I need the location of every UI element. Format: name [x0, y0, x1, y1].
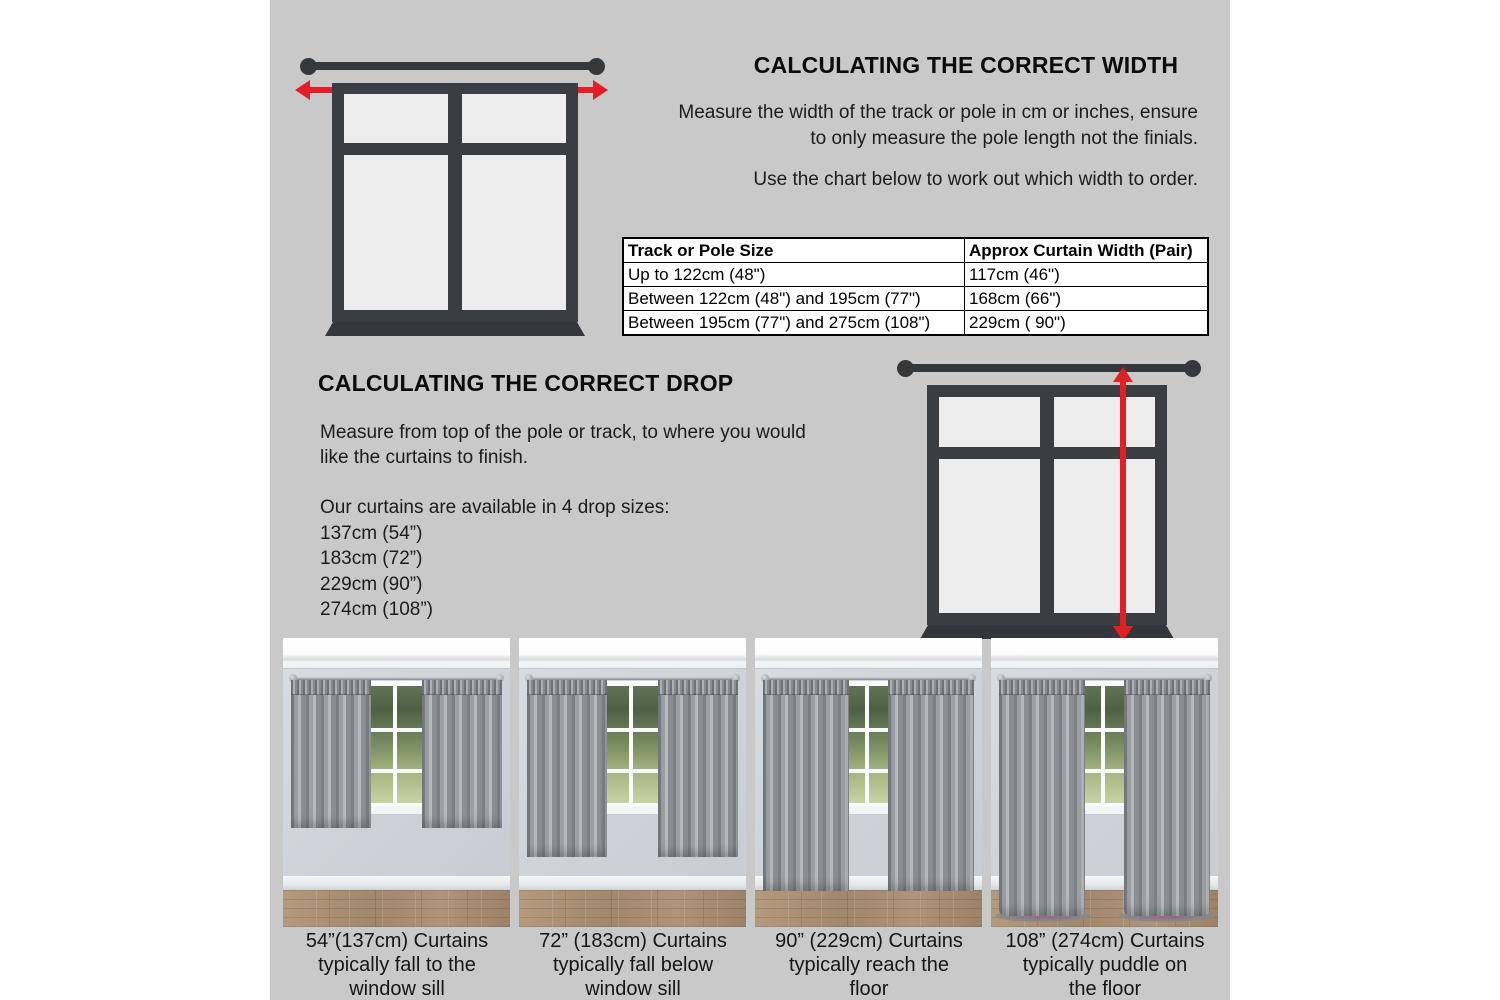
window-pane: [462, 155, 566, 310]
window-bar: [366, 728, 424, 732]
window-bar: [366, 769, 424, 773]
curtain-left: [999, 680, 1085, 916]
width-instructions-line: Measure the width of the track or pole in cm or inches, ensure: [678, 102, 1198, 123]
drop-size-item: 137cm (54”): [320, 522, 423, 544]
window-pane: [344, 94, 448, 143]
width-section-title: CALCULATING THE CORRECT WIDTH: [753, 52, 1179, 78]
photo-window: [361, 681, 429, 808]
example-photo-72in: [519, 638, 746, 927]
pole-finial-icon: [588, 58, 605, 75]
curtain-pole-diagram: [905, 364, 1190, 372]
caption-line: 72” (183cm) Curtains: [539, 930, 727, 952]
caption-line: typically puddle on: [1022, 954, 1188, 976]
window-mullion: [1101, 686, 1105, 803]
photo-window: [597, 681, 665, 808]
wood-floor: [755, 890, 982, 927]
window-pane: [1054, 459, 1155, 613]
col-header-curtain-width: Approx Curtain Width (Pair): [965, 238, 1209, 263]
table-row: [623, 287, 1208, 311]
caption-line: typically fall below: [552, 954, 714, 976]
caption-line: floor: [849, 978, 889, 1000]
window-mullion: [629, 686, 633, 803]
example-photo-108in: [991, 638, 1218, 927]
example-photo-90in: [755, 638, 982, 927]
caption-line: window sill: [349, 978, 445, 1000]
curtain-right: [658, 680, 738, 857]
curtain-right: [888, 680, 974, 891]
drop-section-title: CALCULATING THE CORRECT DROP: [318, 370, 734, 396]
window-bar: [602, 728, 660, 732]
pole-finial-icon: [300, 58, 317, 75]
caption-line: 54”(137cm) Curtains: [305, 930, 489, 952]
cell-curtain-width: 168cm (66"): [965, 287, 1209, 311]
window-mullion: [865, 686, 869, 803]
window-bar: [602, 769, 660, 773]
example-photo-54in: [283, 638, 510, 927]
window-pane: [1054, 397, 1155, 447]
crown-molding: [991, 638, 1218, 669]
photo-caption-72in: [513, 929, 753, 1000]
curtain-right: [1124, 680, 1210, 916]
window-pane: [344, 155, 448, 310]
curtain-pole-diagram: [305, 62, 598, 70]
drop-instructions-line: like the curtains to finish.: [320, 447, 529, 468]
wood-floor: [283, 890, 510, 927]
drop-instructions: [320, 420, 880, 470]
skirting-board: [519, 876, 746, 890]
window-sill-diagram: [325, 322, 585, 336]
table-header-row: [623, 238, 1208, 263]
caption-line: typically reach the: [788, 954, 950, 976]
cell-curtain-width: 117cm (46"): [965, 263, 1209, 287]
size-chart-table: [622, 237, 1209, 336]
col-header-pole-size: Track or Pole Size: [623, 238, 965, 263]
photo-caption-108in: [985, 929, 1225, 1000]
width-instructions: [620, 100, 1198, 152]
window-pane: [939, 459, 1040, 613]
drop-size-item: 183cm (72”): [320, 548, 423, 569]
window-sill-diagram: [920, 625, 1174, 639]
caption-line: 108” (274cm) Curtains: [1005, 930, 1205, 952]
window-diagram-drop: [927, 385, 1167, 625]
pole-finial-icon: [1184, 360, 1201, 377]
drop-instructions-line: Measure from top of the pole or track, to where you would: [320, 422, 806, 443]
drop-size-item: 274cm (108”): [320, 599, 433, 620]
window-pane: [939, 397, 1040, 447]
cell-pole-size: Between 195cm (77") and 275cm (108"): [623, 311, 965, 336]
photo-caption-54in: [277, 929, 517, 1000]
caption-line: window sill: [585, 978, 681, 1000]
crown-molding: [519, 638, 746, 669]
drop-sizes-intro: Our curtains are available in 4 drop sizes:: [320, 497, 670, 518]
curtain-left: [763, 680, 849, 891]
crown-molding: [283, 638, 510, 669]
wood-floor: [519, 890, 746, 927]
caption-line: typically fall to the: [318, 954, 476, 976]
curtain-right: [422, 680, 502, 828]
window-pane: [462, 94, 566, 143]
width-instructions-line: to only measure the pole length not the finials.: [810, 128, 1198, 149]
cell-pole-size: Between 122cm (48") and 195cm (77"): [623, 287, 965, 311]
guide-panel: [270, 0, 1230, 1000]
drop-sizes-list: [320, 495, 880, 623]
table-row: [623, 263, 1208, 287]
skirting-board: [283, 876, 510, 890]
drop-size-item: 229cm (90”): [320, 573, 423, 595]
drop-measure-arrow-icon: [1120, 381, 1126, 627]
caption-line: 90” (229cm) Curtains: [775, 930, 963, 952]
photo-caption-90in: [749, 929, 989, 1000]
window-diagram-width: [332, 83, 578, 322]
cell-curtain-width: 229cm ( 90"): [965, 311, 1209, 336]
cell-pole-size: Up to 122cm (48"): [623, 263, 965, 287]
table-row: [623, 311, 1208, 336]
crown-molding: [755, 638, 982, 669]
window-mullion: [393, 686, 397, 803]
curtain-left: [527, 680, 607, 857]
caption-line: the floor: [1068, 978, 1142, 1000]
curtain-left: [291, 680, 371, 828]
pole-finial-icon: [897, 360, 914, 377]
chart-hint: Use the chart below to work out which width to order.: [753, 169, 1198, 190]
